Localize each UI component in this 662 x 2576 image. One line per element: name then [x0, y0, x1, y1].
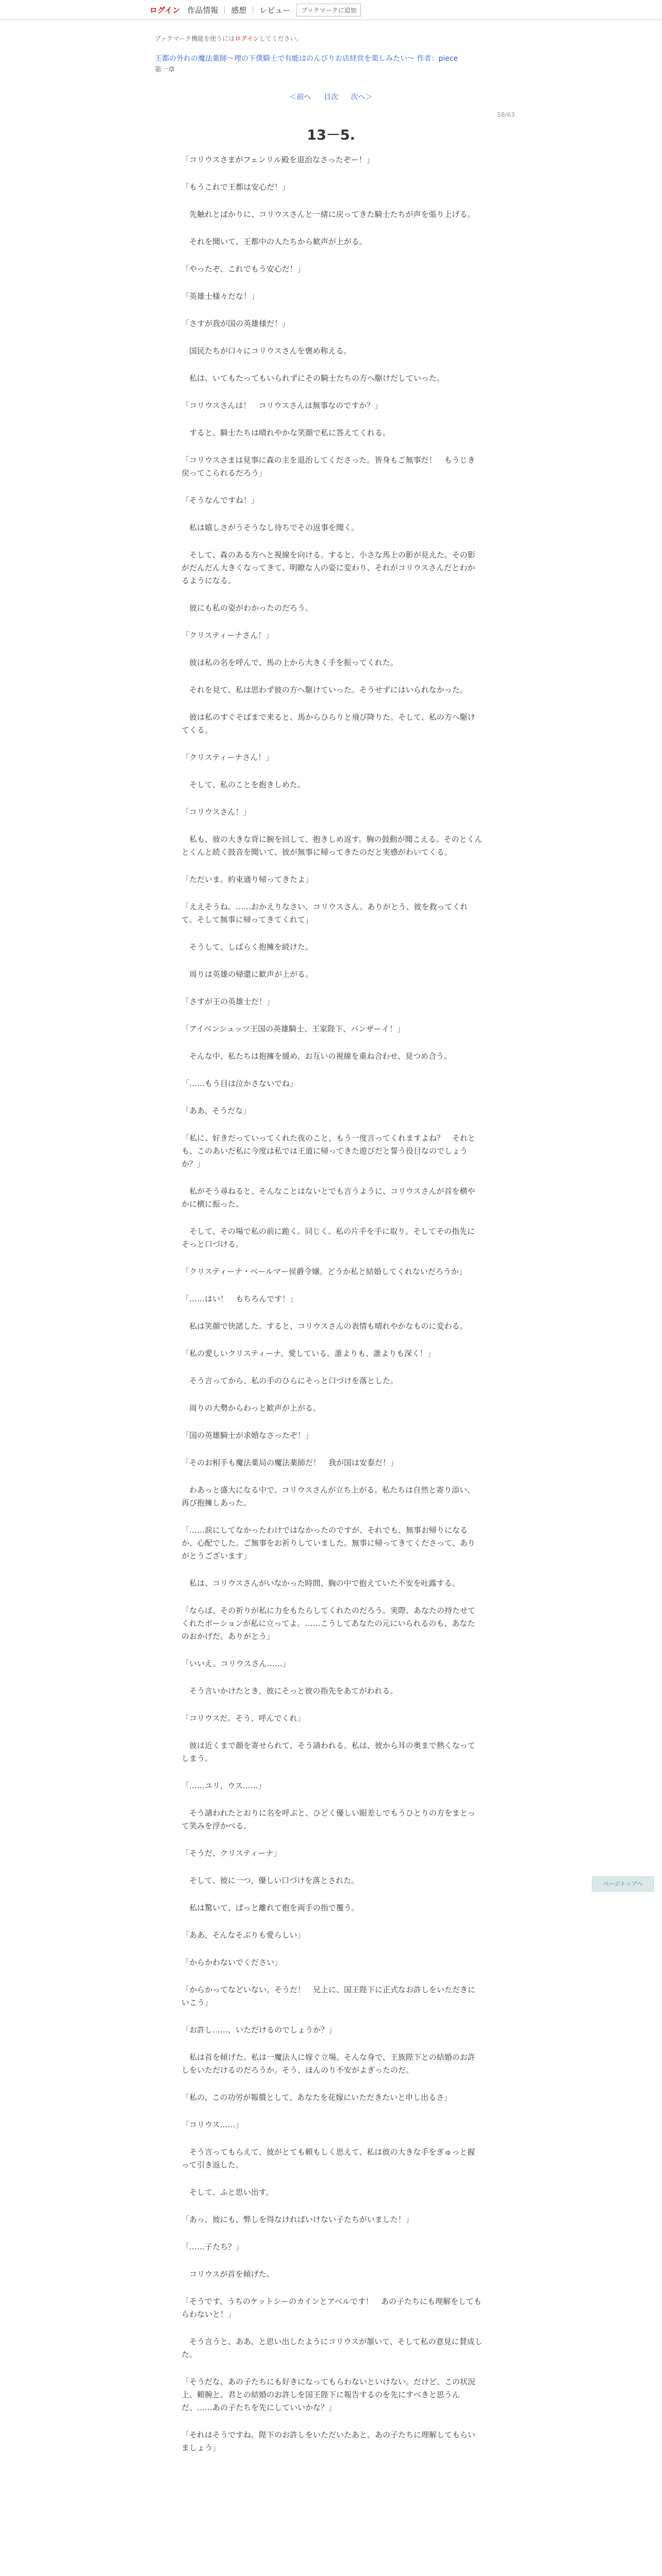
body-paragraph: 「ああ、そんなそぶりも愛らしい」 [181, 1930, 305, 1940]
body-paragraph: 彼は近くまで顔を寄せられて、そう請われる。私は、彼から耳の奥まで熱くなってしまう。 [181, 1741, 475, 1763]
nav-impression[interactable]: 感想 [231, 5, 247, 15]
body-paragraph: 「いいえ。コリウスさん……」 [181, 1659, 290, 1668]
body-paragraph: それを見て、私は思わず彼の方へ駆けていった。そうせずにはいられなかった。 [181, 685, 468, 694]
body-paragraph: 「……涙にしてなかったわけではなかったのですが、それでも、無事お帰りになるか、心配でした。ご無事をお祈りしていました。無事に帰ってきてくださって、ありがとうございます」 [181, 1526, 475, 1561]
body-paragraph: 「コリウスさまがフェンリル殿を退治なさったぞー！」 [181, 155, 374, 164]
body-paragraph: 「英雄士様々だな！」 [181, 292, 259, 301]
novel-title-link[interactable]: 王都の外れの魔法薬師〜理の下僕騎士で有能はのんびりお店経営を楽しみたい〜 作者：piece [155, 55, 458, 63]
body-paragraph: 「コリウス……」 [181, 2120, 243, 2129]
body-paragraph: 私も、彼の大きな背に腕を回して、抱きしめ返す。胸の鼓動が聞こえる。そのとくんとくんと続く鼓音を聞いて、彼が無事に帰ってきたのだと実感がわいてくる。 [181, 835, 483, 857]
body-paragraph: 「それはそうですね。陛下のお許しをいただいたあと、あの子たちに理解してもらいましょう」 [181, 2430, 476, 2452]
body-paragraph: 「コリウスだ。そう、呼んでくれ」 [181, 1714, 305, 1723]
add-bookmark-button[interactable]: ブックマークに追加 [296, 4, 361, 16]
body-paragraph: そして、ふと思い出す。 [181, 2188, 274, 2197]
divider [224, 6, 225, 13]
body-paragraph: 「さすが王の英雄士だ！」 [181, 997, 275, 1006]
bookmark-notice [155, 34, 303, 43]
body-paragraph: 「クリスティーナ・ベールマー侯爵令嬢。どうか私と結婚してくれないだろうか」 [181, 1267, 467, 1276]
body-paragraph: 「そうです、うちのケットシーのカインとアベルです！ あの子たちにも理解をしてもらわないと！」 [181, 2297, 482, 2319]
nav-novel-info[interactable]: 作品情報 [187, 5, 219, 15]
login-link[interactable]: ログイン [150, 5, 180, 15]
notice-suffix: してください。 [259, 35, 303, 42]
body-paragraph: 国民たちが口々にコリウスさんを褒め称える。 [181, 346, 352, 355]
body-paragraph: 「そうだ、クリスティーナ」 [181, 1849, 282, 1858]
page-top-button[interactable]: ページトップへ [592, 1876, 654, 1892]
body-paragraph: 「私に、好きだっていってくれた夜のこと、もう一度言ってくれますよね？ それとも、このあいだ私に今度は私では王道に帰ってきた遊びだと誓う役目なのでしょうか？」 [181, 1133, 476, 1168]
body-paragraph: 「からかってなどいない。そうだ！ 兄上に、国王陛下に正式なお許しをいただきにいこう」 [181, 1985, 476, 2007]
body-paragraph: 「国の英雄騎士が求婚なさったぞ！」 [181, 1431, 313, 1440]
body-paragraph: 「そうなんですね！」 [181, 496, 259, 505]
episode-title: 13－5. [307, 127, 355, 143]
body-paragraph: そして、彼に一つ、優しい口づけを落とされた。 [181, 1876, 359, 1885]
body-paragraph: 「……ユリ、ウス……」 [181, 1781, 266, 1790]
body-paragraph: 私がそう尋ねると、そんなことはないとでも言うように、コリウスさんが首を横やかに横に振った。 [181, 1187, 475, 1209]
body-paragraph: そう請われたとおりに名を呼ぶと、ひどく優しい眼差しでもうひとりの方をまとって笑みを浮かべる。 [181, 1808, 475, 1831]
body-paragraph: 「私の、この功労が報償として、あなたを花嫁にいただきたいと申し出るさ」 [181, 2093, 452, 2102]
chapter-heading: 第一章 [155, 66, 175, 74]
nav-review[interactable]: レビュー [259, 5, 291, 15]
body-paragraph: 私は笑顔で快諾した。すると、コリウスさんの表情も晴れやかなものに変わる。 [181, 1321, 468, 1331]
body-paragraph: 「ただいま。約束通り帰ってきたよ」 [181, 875, 313, 884]
body-paragraph: 私は首を傾げた。私は一魔法人に嫁ぐ立場。そんな身で、王族陛下との結婚のお許しをいただけるのだろうか。そう、ほんのり不安がよぎったのだ。 [181, 2053, 475, 2075]
body-paragraph: そうして、しばらく抱擁を続けた。 [181, 942, 313, 952]
body-paragraph: そんな中、私たちは抱擁を緩め、お互いの視線を重ね合わせ、見つめ合う。 [181, 1052, 452, 1061]
body-paragraph: それを聞いて、王都中の人たちから歓声が上がる。 [181, 237, 367, 246]
body-paragraph: そう言うと、ああ、と思い出したようにコリウスが頷いて、そして私の意見に賛成した。 [181, 2337, 483, 2359]
body-paragraph: 「私の愛しいクリスティーナ。愛している。誰よりも、誰よりも深く！」 [181, 1349, 436, 1358]
body-paragraph: 私は、いてもたってもいられずにその騎士たちの方へ駆けだしていった。 [181, 374, 445, 383]
body-paragraph: 私は驚いて、ぱっと離れて抱を両手の指で覆う。 [181, 1903, 359, 1912]
body-paragraph: そして、私のことを抱きしめた。 [181, 780, 305, 789]
body-paragraph: 「もうこれで王都は安心だ！」 [181, 182, 290, 192]
episode-body [181, 154, 483, 2469]
notice-prefix: ブックマーク機能を使うには [155, 35, 235, 42]
body-paragraph: わあっと盛大になる中で、コリウスさんが立ち上がる。私たちは自然と寄り添い、再び抱擁しあった。 [181, 1485, 475, 1507]
body-paragraph: そして、その場で私の前に跪く。同じく、私の片手を手に取り。そしてその指先にそっと口づける。 [181, 1227, 475, 1249]
body-paragraph: 「コリウスさまは見事に森の主を退治してくださった。皆身もご無事だ！ もうじき戻ってこられるだろう」 [181, 455, 475, 478]
body-paragraph: 彼は私の名を呼んで、馬の上から大きく手を振ってくれた。 [181, 658, 398, 667]
body-paragraph: 「さすが我が国の英雄様だ！」 [181, 319, 290, 328]
body-paragraph: 「からかわないでください」 [181, 1958, 283, 1967]
body-paragraph: そして、森のある方へと視線を向ける。すると、小さな馬上の影が見えた。その影がだんだん大きくなってきて、明瞭な人の姿に変わり、それがコリウスさんだとわかるようになる。 [181, 550, 475, 585]
episode-counter: 58/63 [497, 111, 515, 118]
header-bar [0, 0, 662, 20]
body-paragraph: 彼にも私の姿がわかったのだろう。 [181, 603, 313, 613]
body-paragraph: 「ああ、そうだな」 [181, 1106, 251, 1115]
prev-link[interactable]: ＜前へ [289, 93, 311, 101]
body-paragraph: 「アイベンシュッツ王国の英雄騎士、王家陛下、バンザーイ！」 [181, 1024, 405, 1033]
body-paragraph: そう言ってから、私の手のひらにそっと口づけを落とした。 [181, 1376, 399, 1385]
body-paragraph: 周りは英雄の帰還に歓声が上がる。 [181, 970, 313, 979]
body-paragraph: 「お許し……、いただけるのでしょうか？」 [181, 2025, 337, 2035]
body-paragraph: すると、騎士たちは晴れやかな笑顔で私に答えてくれる。 [181, 428, 391, 437]
body-paragraph: 「あっ、彼にも、弊しを得なければいけない子たちがいました！」 [181, 2215, 413, 2224]
body-paragraph: 私は、コリウスさんがいなかった時間、胸の中で抱えていた不安を吐露する。 [181, 1579, 460, 1588]
body-paragraph: 「やったぞ、これでもう安心だ！」 [181, 264, 305, 274]
body-paragraph: 私は嬉しさがうそうなし待ちでその返事を聞く。 [181, 523, 359, 532]
body-paragraph: 先触れとばかりに、コリウスさんと一緒に戻ってきた騎士たちが声を張り上げる。 [181, 210, 475, 219]
notice-login-link[interactable]: ログイン [235, 35, 259, 42]
body-paragraph: コリウスが首を傾げた。 [181, 2269, 274, 2279]
body-paragraph: 「そうだな、あの子たちにも好きになってもらわないといけない。だけど、この状況上、頼腕と。君との結婚のお許しを国王陛下に報告するのを先にすべきと思うんだ。……あの子たちを先にしていいかな？」 [181, 2377, 476, 2412]
body-paragraph: そう言いかけたとき、彼にそっと彼の指先をあてがわれる。 [181, 1686, 398, 1696]
body-paragraph: 彼は私のすぐそばまで来ると、馬からひらりと飛び降りた。そして、私の方へ駆けてくる。 [181, 713, 475, 735]
pager-top [0, 92, 662, 102]
body-paragraph: 「……はい！ もちろんです！」 [181, 1294, 298, 1303]
body-paragraph: そう言ってもらえて、彼がとても頼もしく思えて、私は彼の大きな手をぎゅっと握って引き返した。 [181, 2147, 475, 2170]
body-paragraph: 「ええそうね。……おかえりなさい、コリウスさん。ありがとう、彼を救ってくれて。そして無事に帰ってきてくれて」 [181, 902, 468, 924]
body-paragraph: 周りの大勢からわっと歓声が上がる。 [181, 1403, 321, 1413]
body-paragraph: 「……子たち？」 [181, 2242, 244, 2251]
body-paragraph: 「……もう目は泣かさないでね」 [181, 1079, 298, 1088]
toc-link[interactable]: 目次 [324, 93, 338, 101]
body-paragraph: 「コリウスさんは！ コリウスさんは無事なのですか？」 [181, 401, 383, 410]
body-paragraph: 「ならば、その祈りが私に力をもたらしてくれたのだろう。実際、あなたの持たせてくれたポーションが私に立ってよ。……こうしてあなたの元にいられるのも、あなたのおかげだ。ありがとう」 [181, 1606, 476, 1641]
next-link[interactable]: 次へ＞ [351, 93, 373, 101]
body-paragraph: 「クリスティーナさん！」 [181, 631, 274, 640]
body-paragraph: 「コリウスさん！」 [181, 807, 251, 817]
body-paragraph: 「そのお相手も魔法薬局の魔法薬師だ！ 我が国は安泰だ！」 [181, 1458, 399, 1467]
body-paragraph: 「クリスティーナさん！」 [181, 753, 274, 762]
